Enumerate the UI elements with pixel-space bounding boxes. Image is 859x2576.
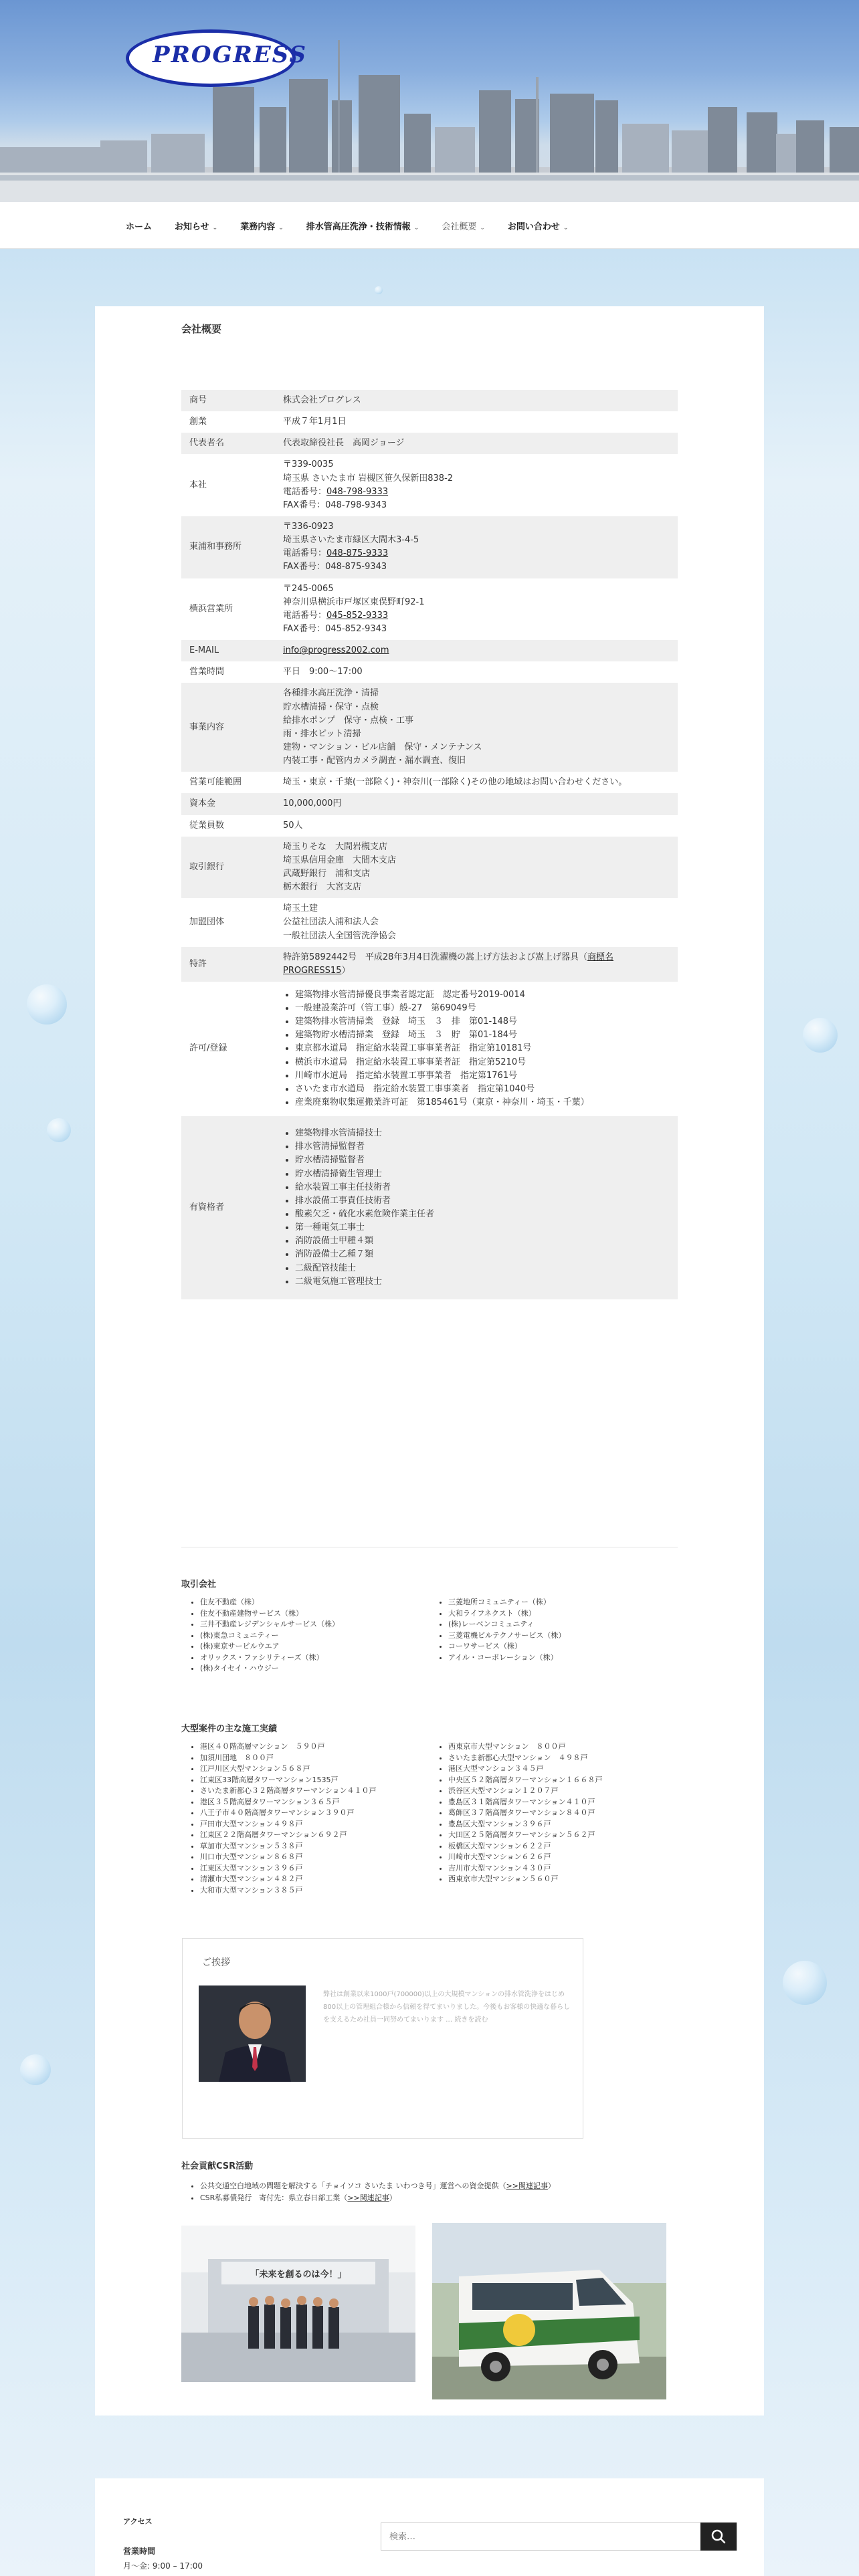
list-item: • 消防設備士乙種７類 [295, 1248, 670, 1261]
search-button[interactable] [700, 2523, 737, 2551]
list-item: • 消防設備士甲種４類 [295, 1235, 670, 1248]
water-drop [783, 1961, 827, 2005]
list-item: • 港区大型マンション３４５戸 [448, 1763, 678, 1775]
nav-services[interactable]: 業務内容 ⌄ [240, 221, 284, 232]
list-item: • 三菱電機ビルテクノサービス（株） [448, 1630, 678, 1642]
water-drop [803, 1018, 838, 1053]
table-row: 創業 平成７年1月1日 [181, 411, 678, 433]
community-van-image [432, 2223, 666, 2399]
list-item: • (株)東急コミュニティー [200, 1630, 430, 1642]
csr-photo-group [181, 2226, 415, 2382]
table-row: 商号 株式会社プログレス [181, 390, 678, 411]
list-item: • 港区４０階高層マンション ５９０戸 [200, 1741, 430, 1753]
list-item: • 排水設備工事責任技術者 [295, 1194, 670, 1208]
list-item: • 加須川団地 ８００戸 [200, 1753, 430, 1764]
list-item: • オリックス・ファシリティーズ（株） [200, 1652, 430, 1664]
list-item: • 西東京市大型マンション５６０戸 [448, 1874, 678, 1885]
list-item: • 一般建設業許可（管工事）般-27 第69049号 [295, 1002, 670, 1015]
president-photo [199, 1985, 306, 2082]
list-item: • 吉川市大型マンション４３０戸 [448, 1863, 678, 1874]
water-drop [47, 1118, 71, 1142]
table-row: 本社 〒339-0035 埼玉県 さいたま市 岩槻区笹久保新田838-2 電話番号：048-798-9333 FAX番号：048-798-9343 [181, 454, 678, 516]
list-item: • 横浜市水道局 指定給水装置工事事業者証 指定第5210号 [295, 1056, 670, 1069]
list-item: • CSR私募債発行 寄付先：県立春日部工業（>>関連記事） [200, 2192, 555, 2204]
table-row: 事業内容 各種排水高圧洗浄・清掃 貯水槽清掃・保守・点検 給排水ポンプ 保守・点検・工事 雨・排水ピット清掃 建物・マンション・ビル店舗 保守・メンテナンス 内装工事・配管内カメラ調査・漏水調査、復旧 [181, 683, 678, 772]
list-item: • 清瀬市大型マンション４８２戸 [200, 1874, 430, 1885]
president-message-box [182, 1938, 583, 2139]
list-item: • 貯水槽清掃衛生管理士 [295, 1168, 670, 1181]
list-item: • 三井不動産レジデンシャルサービス（株） [200, 1619, 430, 1630]
phone-link[interactable]: 048-875-9333 [326, 548, 389, 559]
list-item: • 大田区２５階高層タワーマンション５６２戸 [448, 1830, 678, 1841]
list-item: • 江東区33階高層タワーマンション1535戸 [200, 1775, 430, 1786]
nav-company[interactable]: 会社概要 ⌄ [442, 221, 485, 232]
chevron-down-icon: ⌄ [563, 224, 569, 231]
list-item: • 大和ライフネクスト（株） [448, 1608, 678, 1620]
list-item: • 葛飾区３７階高層タワーマンション８４０戸 [448, 1808, 678, 1819]
trademark-link[interactable]: 商標名PROGRESS15 [283, 952, 613, 976]
list-item: • (株)東京サービルウエア [200, 1641, 430, 1652]
table-row: 取引銀行 埼玉りそな 大間岩槻支店 埼玉県信用金庫 大間木支店 武蔵野銀行 浦和支店 栃木銀行 大宮支店 [181, 837, 678, 899]
table-row: 代表者名 代表取締役社長 高岡ジョージ [181, 433, 678, 454]
list-item: • (株)レーベンコミュニティ [448, 1619, 678, 1630]
table-row: 営業可能範囲 埼玉・東京・千葉(一部除く)・神奈川(一部除く)その他の地域はお問い合わせください。 [181, 772, 678, 793]
nav-news[interactable]: お知らせ ⌄ [175, 221, 218, 232]
table-row: 営業時間 平日 9:00～17:00 [181, 661, 678, 683]
list-item: • 建築物排水管清掃業 登録 埼玉 ３ 排 第01-148号 [295, 1015, 670, 1029]
president-portrait-image [199, 1985, 306, 2082]
list-item: • 建築物排水管清掃技士 [295, 1127, 670, 1140]
message-text: 弊社は創業以来1000戸(700000)以上の大規模マンションの排水管洗浄をはじめ800以上の管理組合様から信頼を得てまいりました。今後もお客様の快適な暮らしを支えるため社員一同努めてまいります … 続きを読む [323, 1991, 571, 2024]
projects-list [181, 1741, 678, 1896]
list-item: • 板橋区大型マンション６２２戸 [448, 1841, 678, 1852]
table-row: 従業員数 50人 [181, 815, 678, 837]
footer [95, 2478, 764, 2576]
list-item: • 住友不動産建物サービス（株） [200, 1608, 430, 1620]
csr-section [181, 2172, 555, 2204]
table-row: 有資格者 • 建築物排水管清掃技士 • 排水管清掃監督者 • 貯水槽清掃監督者 • 貯水槽清掃衛生管理士 • 給水装置工事主任技術者 • 排水設備工事責任技術者 • 酸素欠乏・硫化水素危険作業主任者 • 第一種電気工事士 • 消防設備士甲種４類 • 消防設備士乙種７類 • 二級配管技能士 • 二級電気施工管理技士 [181, 1116, 678, 1299]
nav-tech-info[interactable]: 排水管高圧洗浄・技術情報 ⌄ [306, 221, 419, 232]
csr-photo-van [432, 2223, 666, 2399]
content-card [95, 306, 764, 2416]
water-drop [20, 2054, 51, 2085]
message-heading: ご挨拶 [202, 1957, 230, 1968]
water-drop [27, 984, 67, 1025]
table-row: 許可/登録 • 建築物排水管清掃優良事業者認定証 認定番号2019-0014 • 一般建設業許可（管工事）般-27 第69049号 • 建築物排水管清掃業 登録 埼玉 ３ 排 第01-148号 • 建築物貯水槽清掃業 登録 埼玉 ３ 貯 第01-184号 • 東京都水道局 指定給水装置工事事業者証 指定第10181号 • 横浜市水道局 指定給水装置工事事業者証 指定第5210号 • 川崎市水道局 指定給水装置工事事業者 指定第1761号 • さいたま市水道局 指定給水装置工事事業者 指定第1040号 • 産業廃棄物収集運搬業許可証 第185461号（東京・神奈川・埼玉・千葉） [181, 982, 678, 1116]
group-photo-image [181, 2226, 415, 2382]
table-row: 横浜営業所 〒245-0065 神奈川県横浜市戸塚区東俣野町92-1 電話番号：045-852-9333 FAX番号：045-852-9343 [181, 578, 678, 641]
list-item: • さいたま市水道局 指定給水装置工事事業者 指定第1040号 [295, 1083, 670, 1096]
list-item: • 川崎市大型マンション６２６戸 [448, 1852, 678, 1863]
list-item: • さいたま新都心大型マンション ４９８戸 [448, 1753, 678, 1764]
list-item: • 渋谷区大型マンション１２０７戸 [448, 1786, 678, 1797]
list-item: • さいたま新都心３２階高層タワーマンション４１０戸 [200, 1786, 430, 1797]
header-banner [0, 0, 859, 202]
list-item: • アイル・コーポレーション（株） [448, 1652, 678, 1664]
search-form [381, 2523, 737, 2551]
list-item: • 草加市大型マンション５３８戸 [200, 1841, 430, 1852]
table-row: 資本金 10,000,000円 [181, 793, 678, 815]
list-item: • 公共交通空白地域の問題を解決する「チョイソコ さいたま いわつき号」運営への資金提供（>>関連記事） [200, 2180, 555, 2192]
list-item: • 江東区大型マンション３９６戸 [200, 1863, 430, 1874]
email-link[interactable]: info@progress2002.com [283, 645, 389, 656]
phone-link[interactable]: 048-798-9333 [326, 486, 389, 497]
list-item: • (株)タイセイ・ハウジー [200, 1663, 430, 1675]
clients-list [181, 1597, 678, 1675]
list-item: • 貯水槽清掃監督者 [295, 1154, 670, 1167]
logo-text: PROGRESS [153, 41, 308, 68]
license-list [283, 988, 670, 1109]
csr-heading: 社会貢献CSR活動 [181, 2161, 254, 2171]
table-row: 加盟団体 埼玉土建 公益社団法人浦和法人会 一般社団法人全国管洗浄協会 [181, 898, 678, 946]
list-item: • 江戸川区大型マンション５６８戸 [200, 1763, 430, 1775]
projects-heading: 大型案件の主な施工実績 [181, 1724, 278, 1734]
list-item: • 豊島区大型マンション３９６戸 [448, 1819, 678, 1830]
company-info-table [181, 390, 678, 1299]
chevron-down-icon: ⌄ [212, 224, 218, 231]
phone-link[interactable]: 045-852-9333 [326, 610, 389, 621]
chevron-down-icon: ⌄ [278, 224, 284, 231]
banner-text: 「未来を創るのは今！」 [250, 2270, 347, 2280]
related-article-link[interactable]: >>関連記事 [347, 2193, 389, 2202]
hours-heading: 営業時間 [123, 2547, 156, 2556]
list-item: • 三菱地所コミュニティー（株） [448, 1597, 678, 1608]
list-item: • 港区３５階高層タワーマンション３６５戸 [200, 1797, 430, 1808]
list-item: • 排水管清掃監督者 [295, 1140, 670, 1154]
hours-text: 月〜金: 9:00 – 17:00 [123, 2561, 203, 2571]
access-heading: アクセス [123, 2517, 153, 2526]
related-article-link[interactable]: >>関連記事 [506, 2181, 548, 2190]
main-nav [0, 202, 859, 249]
table-row: 特許 特許第5892442号 平成28年3月4日洗濯機の嵩上げ方法および嵩上げ器具（商標名PROGRESS15） [181, 947, 678, 982]
qualification-list [283, 1127, 670, 1289]
list-item: • コーワサービス（株） [448, 1641, 678, 1652]
list-item: • 二級配管技能士 [295, 1262, 670, 1275]
list-item: • 第一種電気工事士 [295, 1221, 670, 1235]
list-item: • 江東区２２階高層タワーマンション６９２戸 [200, 1830, 430, 1841]
table-row: 東浦和事務所 〒336-0923 埼玉県さいたま市緑区大間木3-4-5 電話番号：048-875-9333 FAX番号：048-875-9343 [181, 516, 678, 578]
search-input[interactable] [381, 2523, 699, 2550]
nav-home[interactable]: ホーム [126, 221, 153, 232]
list-item: • 二級電気施工管理技士 [295, 1275, 670, 1289]
search-icon [700, 2523, 737, 2551]
list-item: • 東京都水道局 指定給水装置工事事業者証 指定第10181号 [295, 1042, 670, 1055]
list-item: • 戸田市大型マンション４９８戸 [200, 1819, 430, 1830]
list-item: • 西東京市大型マンション ８００戸 [448, 1741, 678, 1753]
table-row: E-MAIL info@progress2002.com [181, 640, 678, 661]
list-item: • 給水装置工事主任技術者 [295, 1181, 670, 1194]
list-item: • 産業廃棄物収集運搬業許可証 第185461号（東京・神奈川・埼玉・千葉） [295, 1096, 670, 1109]
clients-heading: 取引会社 [181, 1580, 217, 1590]
list-item: • 豊島区３１階高層タワーマンション４１０戸 [448, 1797, 678, 1808]
list-item: • 川口市大型マンション８６８戸 [200, 1852, 430, 1863]
list-item: • 中央区５２階高層タワーマンション１６６８戸 [448, 1775, 678, 1786]
list-item: • 建築物貯水槽清掃業 登録 埼玉 ３ 貯 第01-184号 [295, 1029, 670, 1042]
list-item: • 建築物排水管清掃優良事業者認定証 認定番号2019-0014 [295, 988, 670, 1002]
list-item: • 住友不動産（株） [200, 1597, 430, 1608]
list-item: • 酸素欠乏・硫化水素危険作業主任者 [295, 1208, 670, 1221]
water-drop [375, 286, 383, 294]
list-item: • 大和市大型マンション３８５戸 [200, 1885, 430, 1897]
list-item: • 八王子市４０階高層タワーマンション３９０戸 [200, 1808, 430, 1819]
nav-contact[interactable]: お問い合わせ ⌄ [507, 221, 569, 232]
progress-logo[interactable] [126, 29, 308, 87]
list-item: • 川崎市水道局 指定給水装置工事事業者 指定第1761号 [295, 1069, 670, 1083]
chevron-down-icon: ⌄ [413, 224, 419, 231]
page-title: 会社概要 [181, 323, 222, 335]
chevron-down-icon: ⌄ [480, 224, 485, 231]
